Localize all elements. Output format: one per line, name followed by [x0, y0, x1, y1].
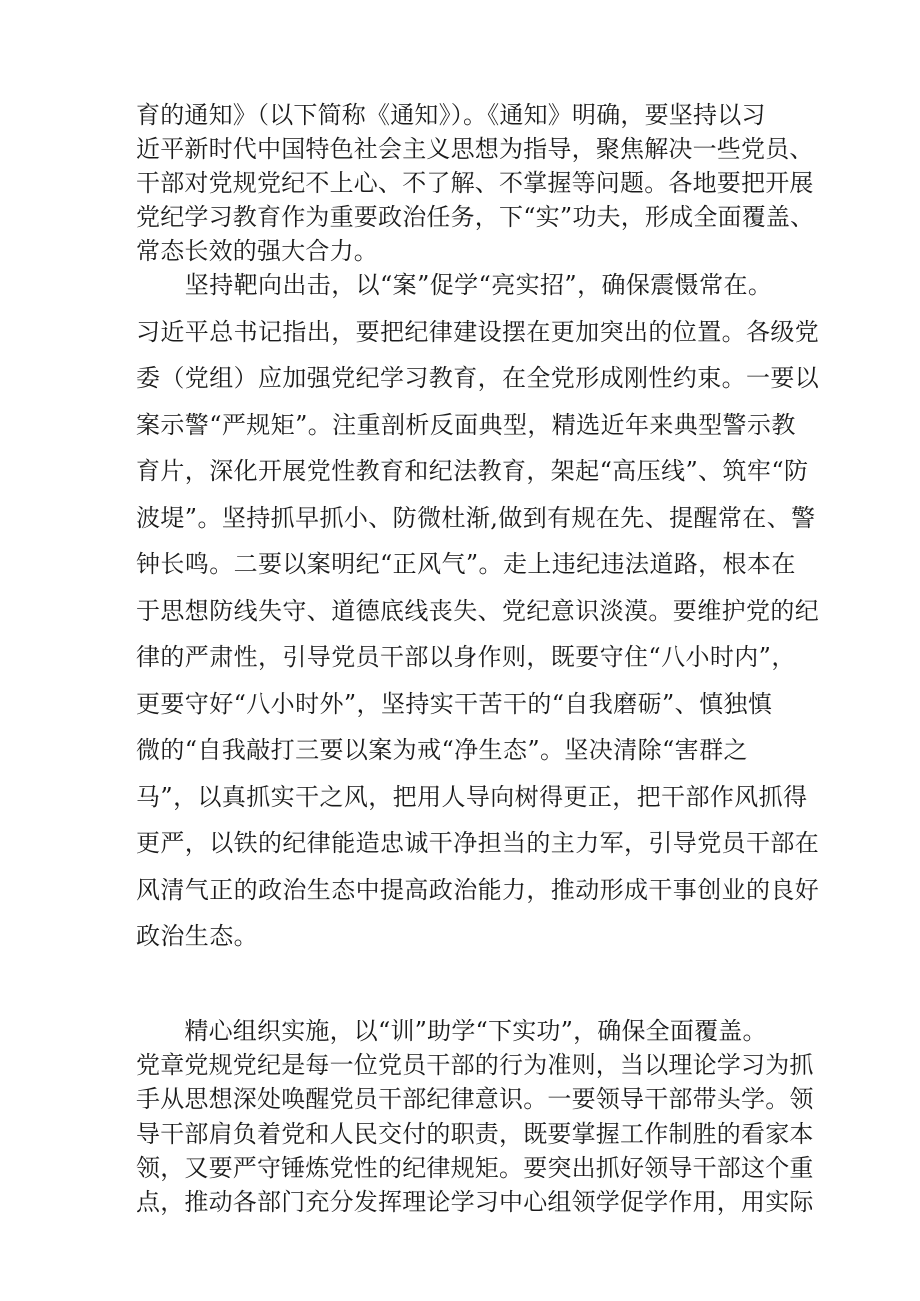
text-line: 更要守好“八小时外”，坚持实干苦干的“自我磨砺”、慎独慎 — [136, 689, 773, 718]
paragraph-3 — [136, 1014, 814, 1219]
text-line: 领，又要严守锤炼党性的纪律规矩。要突出抓好领导干部这个重 — [136, 1153, 814, 1182]
text-line: 钟长鸣。二要以案明纪“正风气”。走上违纪违法道路，根本在 — [136, 550, 796, 578]
text-line: 案示警“严规矩”。注重剖析反面典型，精选近年来典型警示教 — [136, 410, 796, 439]
text-line: 近平新时代中国特色社会主义思想为指导，聚焦解决一些党员、 — [136, 135, 814, 163]
text-line: 党章党规党纪是每一位党员干部的行为准则，当以理论学习为抓 — [136, 1051, 814, 1080]
text-line: 微的“自我敲打三要以案为戒“净生态”。坚决清除“害群之 — [136, 736, 748, 764]
text-line: 党纪学习教育作为重要政治任务，下“实”功夫，形成全面覆盖、 — [136, 203, 815, 231]
text-line: 常态长效的强大合力。 — [136, 237, 378, 265]
paragraph-1 — [136, 98, 815, 268]
paragraph-2 — [136, 262, 820, 960]
text-line: 于思想防线失守、道德底线丧失、党纪意识淡漠。要维护党的纪 — [136, 596, 820, 625]
text-line: 律的严肃性，引导党员干部以身作则，既要守住“八小时内”， — [136, 643, 796, 671]
text-line: 波堤”。坚持抓早抓小、防微杜渐,做到有规在先、提醒常在、警 — [136, 503, 816, 532]
text-line: 导干部肩负着党和人民交付的职责，既要掌握工作制胜的看家本 — [136, 1119, 814, 1148]
text-line: 点，推动各部门充分发挥理论学习中心组领学促学作用，用实际 — [136, 1188, 814, 1217]
text-line: 育片，深化开展党性教育和纪法教育，架起“高压线”、筑牢“防 — [136, 457, 809, 485]
text-line: 委（党组）应加强党纪学习教育，在全党形成刚性约束。一要以 — [136, 364, 820, 392]
text-line: 育的通知》（以下简称《通知》）。《通知》明确，要坚持以习 — [136, 101, 766, 129]
text-line: 干部对党规党纪不上心、不了解、不掌握等问题。各地要把开展 — [136, 169, 814, 197]
text-line: 政治生态。 — [136, 922, 258, 950]
text-line: 手从思想深处唤醒党员干部纪律意识。一要领导干部带头学。领 — [136, 1085, 814, 1114]
text-line: 精心组织实施，以“训”助学“下实功”，确保全面覆盖。 — [136, 1017, 767, 1045]
text-line: 风清气正的政治生态中提高政治能力，推动形成干事创业的良好 — [136, 875, 820, 904]
text-line: 马”，以真抓实干之风，把用人导向树得更正，把干部作风抓得 — [136, 782, 808, 811]
text-line: 坚持靶向出击，以“案”促学“亮实招”，确保震慑常在。 — [136, 271, 773, 299]
text-line: 习近平总书记指出，要把纪律建设摆在更加突出的位置。各级党 — [136, 317, 820, 346]
text-line: 更严，以铁的纪律能造忠诚干净担当的主力军，引导党员干部在 — [136, 829, 820, 857]
